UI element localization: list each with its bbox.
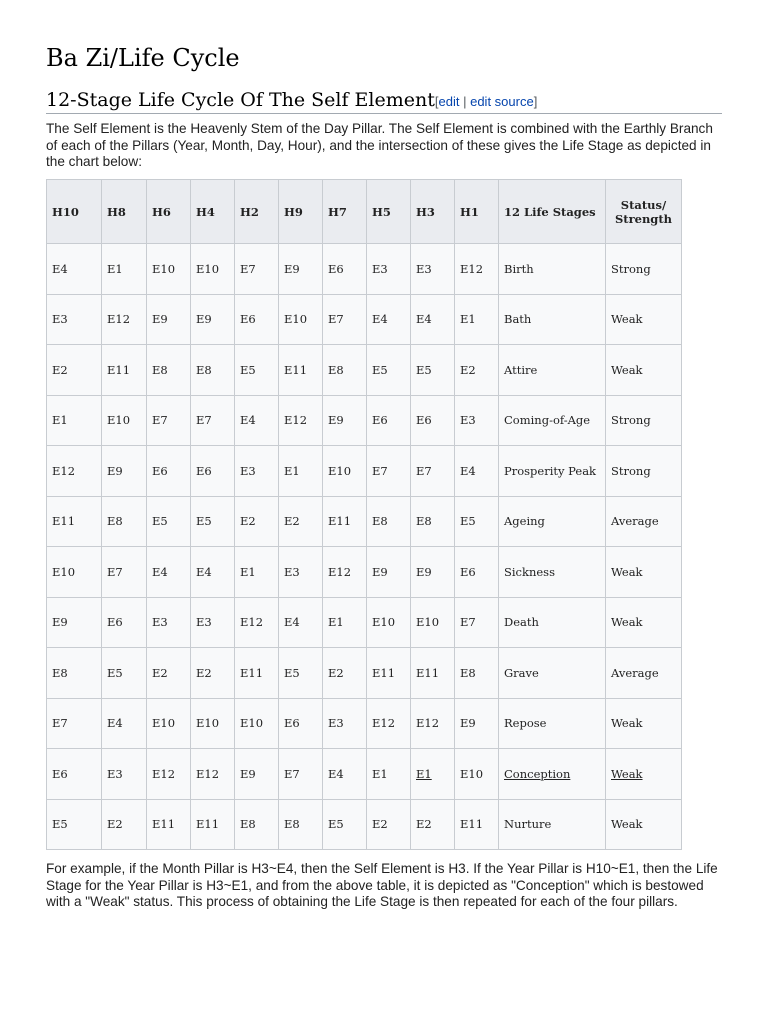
table-cell: E7 (235, 244, 279, 295)
table-cell: E1 (235, 547, 279, 598)
column-header: Status/ Strength (606, 180, 682, 244)
table-cell: Coming-of-Age (499, 395, 606, 446)
table-cell: E9 (102, 446, 147, 497)
table-cell: E5 (102, 648, 147, 699)
table-row (47, 749, 682, 800)
table-cell: E10 (147, 698, 191, 749)
table-cell: E5 (323, 799, 367, 850)
table-cell: Strong (606, 244, 682, 295)
table-cell: E2 (411, 799, 455, 850)
table-cell: E9 (279, 244, 323, 295)
table-cell: E9 (411, 547, 455, 598)
table-cell: E10 (455, 749, 499, 800)
table-cell: E4 (147, 547, 191, 598)
table-cell: E5 (367, 345, 411, 396)
table-cell: E2 (235, 496, 279, 547)
table-cell: E6 (367, 395, 411, 446)
table-cell: E7 (47, 698, 102, 749)
table-cell: E9 (323, 395, 367, 446)
table-cell: E10 (279, 294, 323, 345)
table-cell: E10 (367, 597, 411, 648)
table-cell: E10 (47, 547, 102, 598)
table-cell: E10 (323, 446, 367, 497)
table-cell: Nurture (499, 799, 606, 850)
table-cell: Birth (499, 244, 606, 295)
table-cell: E11 (235, 648, 279, 699)
table-cell: E10 (411, 597, 455, 648)
table-cell: Weak (606, 749, 682, 800)
column-header: H2 (235, 180, 279, 244)
table-cell: Sickness (499, 547, 606, 598)
table-cell: Conception (499, 749, 606, 800)
table-cell: E1 (47, 395, 102, 446)
table-cell: E1 (411, 749, 455, 800)
table-cell: E11 (102, 345, 147, 396)
table-cell: E11 (455, 799, 499, 850)
column-header: H10 (47, 180, 102, 244)
table-cell: E12 (235, 597, 279, 648)
table-cell: E3 (102, 749, 147, 800)
table-row (47, 547, 682, 598)
table-cell: E8 (47, 648, 102, 699)
column-header: H9 (279, 180, 323, 244)
table-cell: E3 (323, 698, 367, 749)
table-cell: Weak (606, 698, 682, 749)
table-cell: E4 (411, 294, 455, 345)
table-row (47, 244, 682, 295)
table-row (47, 395, 682, 446)
table-cell: Prosperity Peak (499, 446, 606, 497)
table-cell: Attire (499, 345, 606, 396)
table-cell: E7 (102, 547, 147, 598)
table-cell: E8 (147, 345, 191, 396)
column-header: 12 Life Stages (499, 180, 606, 244)
table-cell: Strong (606, 446, 682, 497)
table-cell: E8 (411, 496, 455, 547)
edit-link[interactable]: edit (438, 94, 460, 109)
edit-bracket-open: [ (434, 94, 439, 109)
table-cell: E4 (323, 749, 367, 800)
table-cell: E3 (367, 244, 411, 295)
table-cell: Weak (606, 547, 682, 598)
table-cell: E4 (279, 597, 323, 648)
table-cell: E12 (102, 294, 147, 345)
column-header: H5 (367, 180, 411, 244)
table-cell: E2 (323, 648, 367, 699)
table-cell: E6 (411, 395, 455, 446)
edit-section-links (435, 94, 537, 109)
table-cell: E9 (191, 294, 235, 345)
table-row (47, 648, 682, 699)
table-cell: E5 (411, 345, 455, 396)
table-cell: E9 (47, 597, 102, 648)
table-cell: E7 (411, 446, 455, 497)
table-cell: Weak (606, 597, 682, 648)
table-body (47, 244, 682, 850)
table-cell: E3 (47, 294, 102, 345)
table-cell: E4 (367, 294, 411, 345)
table-row (47, 799, 682, 850)
example-paragraph: For example, if the Month Pillar is H3~E4, then the Self Element is H3. If the Year Pillar is H10~E1, then the Life Stage for the Year Pillar is H3~E1, and from the above table, it is depicted as "Conception" which is bestowed with a "Weak" status. This process of obtaining the Life Stage is then repeated for each of the four pillars. (46, 861, 718, 909)
column-header: H1 (455, 180, 499, 244)
table-cell: E12 (411, 698, 455, 749)
section-title: 12-Stage Life Cycle Of The Self Element (46, 89, 435, 111)
table-cell: E4 (235, 395, 279, 446)
table-cell: E8 (455, 648, 499, 699)
table-cell: E7 (367, 446, 411, 497)
table-cell: E4 (47, 244, 102, 295)
column-header: H4 (191, 180, 235, 244)
table-cell: E7 (455, 597, 499, 648)
table-cell: E2 (455, 345, 499, 396)
page-title: Ba Zi/Life Cycle (46, 44, 240, 72)
table-cell: E3 (411, 244, 455, 295)
table-cell: E8 (102, 496, 147, 547)
column-header: H3 (411, 180, 455, 244)
table-cell: E9 (235, 749, 279, 800)
table-row (47, 597, 682, 648)
table-cell: E11 (47, 496, 102, 547)
table-cell: Death (499, 597, 606, 648)
table-cell: E12 (147, 749, 191, 800)
table-cell: E2 (191, 648, 235, 699)
table-cell: E5 (279, 648, 323, 699)
edit-source-link[interactable]: edit source (470, 94, 534, 109)
table-cell: E12 (367, 698, 411, 749)
table-cell: E5 (147, 496, 191, 547)
table-cell: E10 (235, 698, 279, 749)
table-cell: E11 (367, 648, 411, 699)
table-row (47, 496, 682, 547)
column-header: H8 (102, 180, 147, 244)
table-cell: E12 (279, 395, 323, 446)
table-cell: E3 (147, 597, 191, 648)
table-row (47, 294, 682, 345)
table-cell: E10 (102, 395, 147, 446)
table-cell: Ageing (499, 496, 606, 547)
edit-bracket-close: ] (533, 94, 538, 109)
table-cell: Weak (606, 799, 682, 850)
table-cell: E8 (323, 345, 367, 396)
edit-separator: | (459, 94, 471, 109)
table-cell: E8 (191, 345, 235, 396)
table-cell: E12 (191, 749, 235, 800)
table-cell: Average (606, 648, 682, 699)
table-cell: E11 (411, 648, 455, 699)
table-cell: E11 (279, 345, 323, 396)
table-cell: Strong (606, 395, 682, 446)
table-cell: E12 (47, 446, 102, 497)
table-cell: E10 (147, 244, 191, 295)
table-cell: E1 (279, 446, 323, 497)
table-cell: Weak (606, 294, 682, 345)
table-cell: E5 (191, 496, 235, 547)
table-cell: E2 (279, 496, 323, 547)
table-cell: E10 (191, 698, 235, 749)
table-cell: E6 (455, 547, 499, 598)
table-cell: E7 (191, 395, 235, 446)
table-cell: E11 (191, 799, 235, 850)
table-cell: E11 (323, 496, 367, 547)
table-cell: E11 (147, 799, 191, 850)
table-cell: E6 (102, 597, 147, 648)
table-cell: E3 (455, 395, 499, 446)
table-cell: E6 (191, 446, 235, 497)
table-cell: E3 (279, 547, 323, 598)
table-cell: E5 (47, 799, 102, 850)
table-cell: Repose (499, 698, 606, 749)
table-cell: E8 (367, 496, 411, 547)
table-cell: E6 (147, 446, 191, 497)
table-cell: E2 (47, 345, 102, 396)
table-cell: E6 (235, 294, 279, 345)
column-header: H6 (147, 180, 191, 244)
table-cell: E4 (102, 698, 147, 749)
table-cell: E6 (279, 698, 323, 749)
table-cell: E1 (455, 294, 499, 345)
table-cell: E6 (47, 749, 102, 800)
table-cell: E7 (279, 749, 323, 800)
table-cell: E1 (323, 597, 367, 648)
table-cell: Weak (606, 345, 682, 396)
life-stage-table (46, 179, 682, 850)
table-cell: E12 (455, 244, 499, 295)
table-cell: E9 (147, 294, 191, 345)
table-row (47, 698, 682, 749)
table-cell: E1 (102, 244, 147, 295)
table-cell: E5 (235, 345, 279, 396)
table-cell: Bath (499, 294, 606, 345)
table-cell: E4 (455, 446, 499, 497)
table-cell: E7 (147, 395, 191, 446)
table-cell: E12 (323, 547, 367, 598)
table-cell: E3 (191, 597, 235, 648)
table-cell: Grave (499, 648, 606, 699)
table-cell: E4 (191, 547, 235, 598)
table-cell: E10 (191, 244, 235, 295)
column-header: H7 (323, 180, 367, 244)
table-cell: E8 (235, 799, 279, 850)
table-cell: E9 (367, 547, 411, 598)
intro-paragraph: The Self Element is the Heavenly Stem of the Day Pillar. The Self Element is combined with the Earthly Branch of each of the Pillars (Year, Month, Day, Hour), and the intersection of these gives the Life Stage as depicted in the chart below: (46, 121, 713, 169)
table-cell: E7 (323, 294, 367, 345)
table-header-row (47, 180, 682, 244)
table-cell: E9 (455, 698, 499, 749)
table-row (47, 446, 682, 497)
table-cell: E3 (235, 446, 279, 497)
table-cell: E2 (367, 799, 411, 850)
table-cell: E6 (323, 244, 367, 295)
table-cell: E2 (147, 648, 191, 699)
table-cell: E2 (102, 799, 147, 850)
table-cell: E8 (279, 799, 323, 850)
table-cell: Average (606, 496, 682, 547)
table-cell: E1 (367, 749, 411, 800)
table-cell: E5 (455, 496, 499, 547)
table-row (47, 345, 682, 396)
section-heading (46, 89, 722, 114)
